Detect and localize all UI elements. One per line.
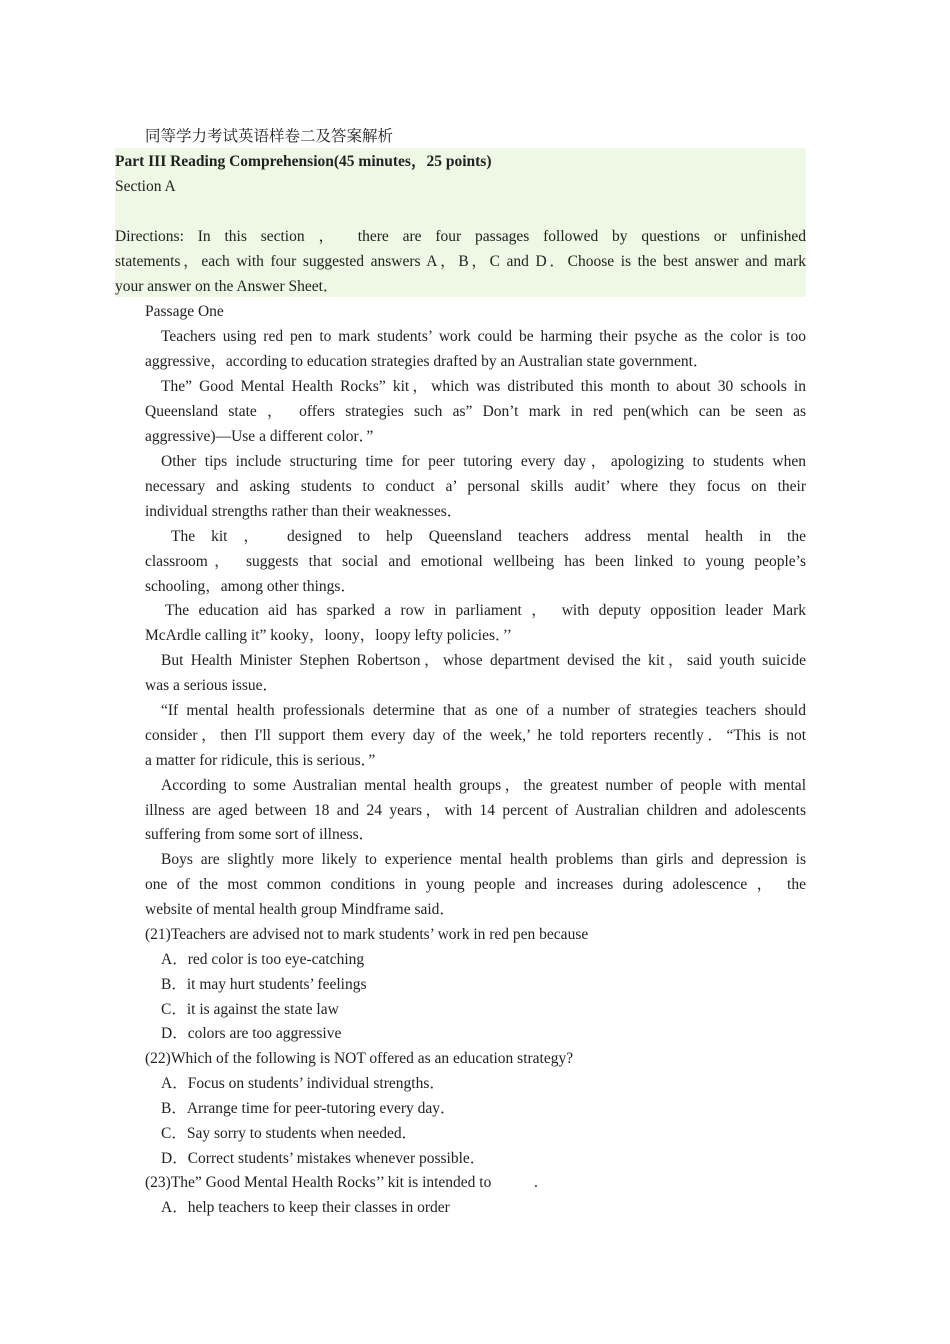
paragraph-line: illness are aged between 18 and 24 years，with 14 percent of Australian children and adolescents xyxy=(145,802,806,819)
paragraph-line: suffering from some sort of illness． xyxy=(145,826,375,843)
paragraph-line: aggressive)—Use a different color．” xyxy=(145,428,374,445)
paragraph-line: website of mental health group Mindframe said． xyxy=(145,901,455,918)
paragraph-line: But Health Minister Stephen Robertson，whose department devised the kit，said youth suicide xyxy=(161,652,806,669)
section-label: Section A xyxy=(115,178,176,195)
answer-option: A．help teachers to keep their classes in order xyxy=(161,1199,450,1216)
directions-line: your answer on the Answer Sheet． xyxy=(115,278,339,295)
paragraph-line: one of the most common conditions in young people and increases during adolescence ， the xyxy=(145,876,806,893)
answer-option: D．colors are too aggressive xyxy=(161,1025,342,1042)
answer-option: A．Focus on students’ individual strengths． xyxy=(161,1075,445,1092)
paragraph-line: Boys are slightly more likely to experience mental health problems than girls and depression is xyxy=(161,851,806,868)
paragraph-line: individual strengths rather than their weaknesses． xyxy=(145,503,463,520)
answer-option: D．Correct students’ mistakes whenever possible． xyxy=(161,1150,486,1167)
paragraph-line: classroom， suggests that social and emotional wellbeing has been linked to young people’s xyxy=(145,553,806,570)
paragraph-line: necessary and asking students to conduct a’ personal skills audit’ where they focus on their xyxy=(145,478,806,495)
paragraph-line: The kit ， designed to help Queensland teachers address mental health in the xyxy=(171,528,806,545)
paragraph-line: The” Good Mental Health Rocks” kit，which was distributed this month to about 30 schools in xyxy=(161,378,806,395)
paragraph-line: According to some Australian mental health groups，the greatest number of people with mental xyxy=(161,777,806,794)
paragraph-line: The education aid has sparked a row in parliament ， with deputy opposition leader Mark xyxy=(165,602,806,619)
paragraph-line: a matter for ridicule, this is serious．” xyxy=(145,752,376,769)
answer-option: B．Arrange time for peer-tutoring every day． xyxy=(161,1100,456,1117)
answer-option: B．it may hurt students’ feelings xyxy=(161,976,367,993)
part-heading: Part III Reading Comprehension(45 minutes，25 points) xyxy=(115,153,492,170)
passage-title: Passage One xyxy=(145,303,224,320)
paragraph-line: McArdle calling it” kooky，loony，loopy lefty policies．’’ xyxy=(145,627,512,644)
question-stem: (23)The” Good Mental Health Rocks’’ kit is intended to . xyxy=(145,1174,538,1191)
paragraph-line: aggressive，according to education strategies drafted by an Australian state government． xyxy=(145,353,709,370)
paragraph-line: schooling，among other things． xyxy=(145,578,356,595)
paragraph-line: Queensland state ， offers strategies such as” Don’t mark in red pen(which can be seen as xyxy=(145,403,806,420)
question-stem: (21)Teachers are advised not to mark students’ work in red pen because xyxy=(145,926,589,943)
question-stem: (22)Which of the following is NOT offered as an education strategy? xyxy=(145,1050,574,1067)
directions-line: statements，each with four suggested answers A，B，C and D．Choose is the best answer and mark xyxy=(115,253,806,270)
paragraph-line: Teachers using red pen to mark students’ work could be harming their psyche as the color is too xyxy=(161,328,806,345)
paragraph-line: was a serious issue． xyxy=(145,677,279,694)
paragraph-line: consider，then I'll support them every day of the week,’ he told reporters recently．“This is not xyxy=(145,727,806,744)
paragraph-line: Other tips include structuring time for peer tutoring every day，apologizing to students when xyxy=(161,453,806,470)
answer-option: C．Say sorry to students when needed． xyxy=(161,1125,418,1142)
directions-line: Directions: In this section ， there are four passages followed by questions or unfinished xyxy=(115,228,806,245)
paragraph-line: “If mental health professionals determine that as one of a number of strategies teachers should xyxy=(161,702,806,719)
document-title: 同等学力考试英语样卷二及答案解析 xyxy=(145,128,394,145)
answer-option: A．red color is too eye-catching xyxy=(161,951,365,968)
answer-option: C．it is against the state law xyxy=(161,1001,339,1018)
